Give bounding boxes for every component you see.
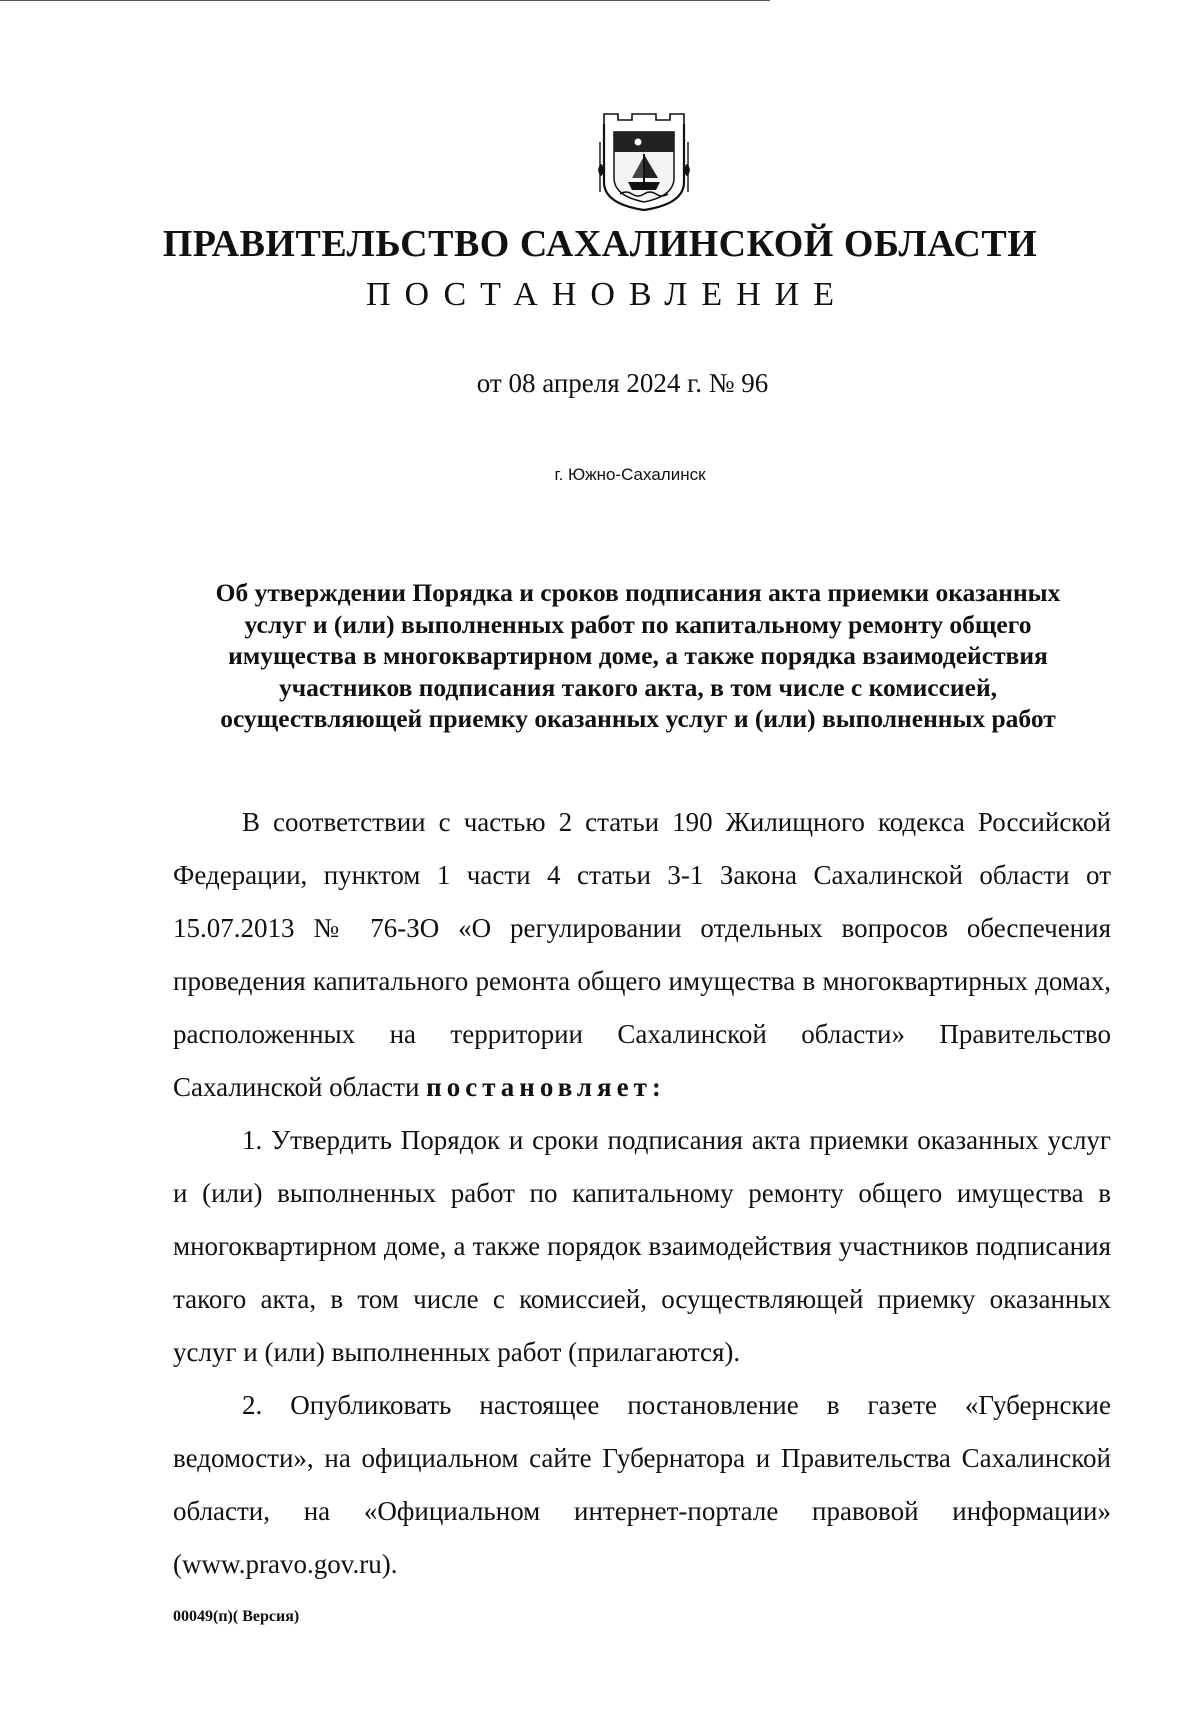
footer-version-code: 00049(п)( Версия) — [173, 1608, 300, 1625]
document-city: г. Южно-Сахалинск — [554, 465, 706, 484]
document-type: ПОСТАНОВЛЕНИЕ — [365, 276, 849, 313]
title-line: услуг и (или) выполненных работ по капитальному ремонту общего — [244, 609, 1032, 639]
scan-edge-line — [0, 0, 770, 1]
document-body — [173, 796, 1111, 1591]
document-title — [160, 577, 1116, 735]
title-line: Об утверждении Порядка и сроков подписания акта приемки оказанных — [215, 578, 1061, 607]
title-line: осуществляющей приемку оказанных услуг и (или) выполненных работ — [220, 704, 1056, 733]
title-line: имущества в многоквартирном доме, а также порядка взаимодействия — [228, 641, 1048, 670]
item-1-paragraph: 1. Утвердить Порядок и сроки подписания акта приемки оказанных услуг и (или) выполненных работ по капитальному ремонту общего имущества в многоквартирном доме, а также порядок взаимодействия участников подписания такого акта, в том числе с комиссией, осуществляющей приемку оказанных услуг и (или) выполненных работ (прилагаются). — [173, 1125, 1111, 1367]
organization-name: ПРАВИТЕЛЬСТВО САХАЛИНСКОЙ ОБЛАСТИ — [162, 223, 1038, 265]
resolves-word: постановляет: — [426, 1072, 666, 1102]
title-line: участников подписания такого акта, в том числе с комиссией, — [278, 672, 998, 702]
preamble-paragraph — [173, 796, 1111, 1114]
item-2-paragraph: 2. Опубликовать настоящее постановление в газете «Губернские ведомости», на официальном сайте Губернатора и Правительства Сахалинской области, на «Официальном интернет-портале правовой информации» (www.pravo.gov.ru). — [173, 1390, 1111, 1579]
sakhalin-coat-of-arms-icon — [598, 112, 690, 212]
document-date-number: от 08 апреля 2024 г. № 96 — [476, 368, 769, 398]
preamble-text: В соответствии с частью 2 статьи 190 Жилищного кодекса Российской Федерации, пунктом 1 части 4 статьи 3-1 Закона Сахалинской области от 15.07.2013 № 76-ЗО «О регулировании отдельных вопросов обеспечения проведения капитального ремонта общего имущества в многоквартирных домах, расположенных на территории Сахалинской области» Правительство Сахалинской области — [173, 807, 1111, 1102]
